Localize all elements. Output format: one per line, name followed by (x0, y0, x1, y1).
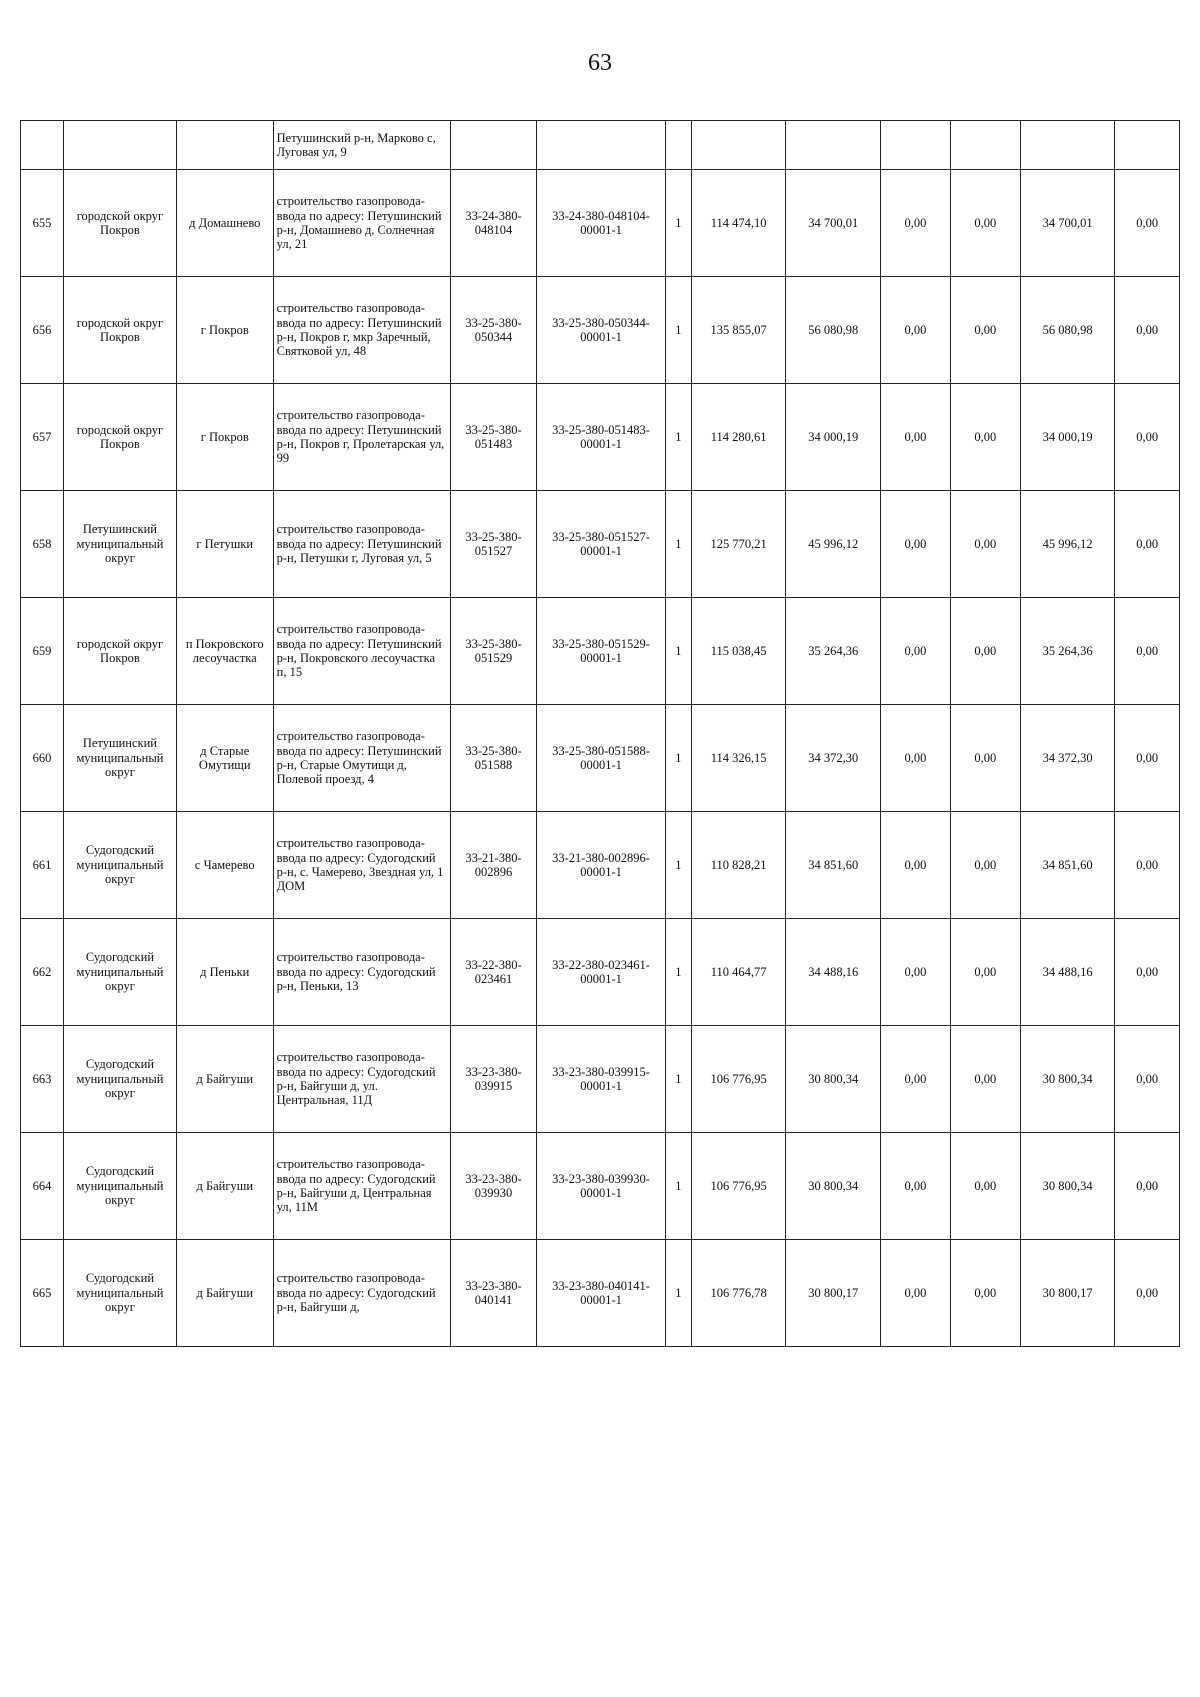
cell-object-id: 33-22-380-023461-00001-1 (537, 919, 666, 1026)
cell-index: 662 (21, 919, 64, 1026)
cell-code (451, 121, 537, 170)
cell-description: строительство газопровода-ввода по адресу: Судогодский р-н, Пеньки, 13 (273, 919, 450, 1026)
cell-amount-b: 0,00 (881, 705, 951, 812)
cell-code: 33-23-380-039930 (451, 1133, 537, 1240)
cell-object-id: 33-23-380-039915-00001-1 (537, 1026, 666, 1133)
table-row (21, 1133, 1180, 1240)
cell-amount-a: 56 080,98 (786, 277, 881, 384)
cell-index: 661 (21, 812, 64, 919)
cell-amount-e: 0,00 (1115, 384, 1180, 491)
cell-settlement: г Петушки (176, 491, 273, 598)
cell-count: 1 (666, 384, 692, 491)
cell-amount-b: 0,00 (881, 170, 951, 277)
cell-settlement: д Байгуши (176, 1133, 273, 1240)
cell-settlement: д Старые Омутищи (176, 705, 273, 812)
table-row-continuation (21, 121, 1180, 170)
cell-code: 33-25-380-051527 (451, 491, 537, 598)
cell-code: 33-25-380-051483 (451, 384, 537, 491)
cell-district: Петушинский муниципальный округ (64, 491, 177, 598)
cell-amount-total: 125 770,21 (691, 491, 786, 598)
cell-settlement: д Домашнево (176, 170, 273, 277)
cell-amount-d: 30 800,17 (1020, 1240, 1115, 1347)
cell-amount-d: 45 996,12 (1020, 491, 1115, 598)
cell-amount-d: 34 851,60 (1020, 812, 1115, 919)
cell-settlement: д Байгуши (176, 1240, 273, 1347)
cell-district: Судогодский муниципальный округ (64, 812, 177, 919)
cell-amount-c: 0,00 (950, 598, 1020, 705)
cell-amount-e: 0,00 (1115, 705, 1180, 812)
registry-table (20, 120, 1180, 1347)
cell-amount-b: 0,00 (881, 277, 951, 384)
cell-object-id: 33-25-380-051527-00001-1 (537, 491, 666, 598)
cell-amount-c: 0,00 (950, 1133, 1020, 1240)
cell-amount-a: 34 851,60 (786, 812, 881, 919)
cell-district: Петушинский муниципальный округ (64, 705, 177, 812)
cell-count: 1 (666, 277, 692, 384)
table-body (21, 121, 1180, 1347)
cell-object-id (537, 121, 666, 170)
cell-district: городской округ Покров (64, 598, 177, 705)
cell-code: 33-21-380-002896 (451, 812, 537, 919)
cell-amount-e: 0,00 (1115, 1240, 1180, 1347)
cell-code: 33-23-380-039915 (451, 1026, 537, 1133)
cell-amount-b: 0,00 (881, 384, 951, 491)
cell-count: 1 (666, 705, 692, 812)
cell-object-id: 33-23-380-039930-00001-1 (537, 1133, 666, 1240)
cell-amount-total: 110 828,21 (691, 812, 786, 919)
cell-amount-b (881, 121, 951, 170)
cell-settlement: г Покров (176, 384, 273, 491)
cell-amount-a: 45 996,12 (786, 491, 881, 598)
cell-amount-d: 30 800,34 (1020, 1026, 1115, 1133)
cell-description: строительство газопровода-ввода по адресу: Судогодский р-н, Байгуши д, Центральная ул, 11М (273, 1133, 450, 1240)
table-row (21, 1240, 1180, 1347)
cell-description: строительство газопровода-ввода по адресу: Петушинский р-н, Покров г, мкр Заречный, Святковой ул, 48 (273, 277, 450, 384)
cell-object-id: 33-25-380-051588-00001-1 (537, 705, 666, 812)
cell-amount-e: 0,00 (1115, 277, 1180, 384)
cell-amount-b: 0,00 (881, 1240, 951, 1347)
page-number: 63 (588, 50, 612, 76)
cell-settlement: д Байгуши (176, 1026, 273, 1133)
cell-amount-c: 0,00 (950, 1240, 1020, 1347)
cell-index: 664 (21, 1133, 64, 1240)
cell-district (64, 121, 177, 170)
cell-amount-b: 0,00 (881, 598, 951, 705)
cell-settlement: с Чамерево (176, 812, 273, 919)
cell-index: 660 (21, 705, 64, 812)
cell-object-id: 33-23-380-040141-00001-1 (537, 1240, 666, 1347)
cell-amount-d (1020, 121, 1115, 170)
cell-district: Судогодский муниципальный округ (64, 919, 177, 1026)
cell-amount-e (1115, 121, 1180, 170)
cell-count: 1 (666, 1133, 692, 1240)
cell-district: городской округ Покров (64, 384, 177, 491)
table-row (21, 919, 1180, 1026)
cell-index: 663 (21, 1026, 64, 1133)
cell-settlement: д Пеньки (176, 919, 273, 1026)
cell-index: 659 (21, 598, 64, 705)
cell-amount-d: 34 372,30 (1020, 705, 1115, 812)
table-row (21, 384, 1180, 491)
cell-description: строительство газопровода-ввода по адресу: Петушинский р-н, Старые Омутищи д, Полевой проезд, 4 (273, 705, 450, 812)
cell-count: 1 (666, 919, 692, 1026)
cell-object-id: 33-24-380-048104-00001-1 (537, 170, 666, 277)
cell-index (21, 121, 64, 170)
cell-amount-e: 0,00 (1115, 1133, 1180, 1240)
cell-amount-d: 34 488,16 (1020, 919, 1115, 1026)
cell-amount-total: 106 776,78 (691, 1240, 786, 1347)
cell-count: 1 (666, 812, 692, 919)
cell-index: 655 (21, 170, 64, 277)
cell-amount-e: 0,00 (1115, 170, 1180, 277)
cell-district: Судогодский муниципальный округ (64, 1133, 177, 1240)
cell-amount-a: 34 488,16 (786, 919, 881, 1026)
cell-district: городской округ Покров (64, 277, 177, 384)
cell-amount-a: 34 000,19 (786, 384, 881, 491)
cell-amount-total: 106 776,95 (691, 1026, 786, 1133)
cell-code: 33-25-380-051529 (451, 598, 537, 705)
cell-description: строительство газопровода-ввода по адресу: Судогодский р-н, Байгуши д, ул. Центральная, 11Д (273, 1026, 450, 1133)
table-row (21, 705, 1180, 812)
cell-code: 33-23-380-040141 (451, 1240, 537, 1347)
cell-object-id: 33-25-380-051529-00001-1 (537, 598, 666, 705)
cell-amount-d: 35 264,36 (1020, 598, 1115, 705)
cell-description: строительство газопровода-ввода по адресу: Судогодский р-н, Байгуши д, (273, 1240, 450, 1347)
cell-amount-c: 0,00 (950, 170, 1020, 277)
cell-count (666, 121, 692, 170)
cell-object-id: 33-21-380-002896-00001-1 (537, 812, 666, 919)
cell-count: 1 (666, 1026, 692, 1133)
cell-amount-c (950, 121, 1020, 170)
cell-index: 658 (21, 491, 64, 598)
cell-amount-c: 0,00 (950, 812, 1020, 919)
cell-amount-d: 34 000,19 (1020, 384, 1115, 491)
cell-count: 1 (666, 491, 692, 598)
table-row (21, 812, 1180, 919)
cell-amount-c: 0,00 (950, 1026, 1020, 1133)
cell-code: 33-25-380-050344 (451, 277, 537, 384)
cell-amount-c: 0,00 (950, 919, 1020, 1026)
cell-settlement: г Покров (176, 277, 273, 384)
cell-amount-total: 114 474,10 (691, 170, 786, 277)
cell-amount-d: 34 700,01 (1020, 170, 1115, 277)
cell-count: 1 (666, 170, 692, 277)
cell-amount-c: 0,00 (950, 491, 1020, 598)
cell-district: городской округ Покров (64, 170, 177, 277)
cell-description: строительство газопровода-ввода по адресу: Петушинский р-н, Петушки г, Луговая ул, 5 (273, 491, 450, 598)
cell-amount-b: 0,00 (881, 919, 951, 1026)
cell-description: Петушинский р-н, Марково с, Луговая ул, 9 (273, 121, 450, 170)
table-row (21, 598, 1180, 705)
cell-amount-c: 0,00 (950, 705, 1020, 812)
cell-amount-a: 35 264,36 (786, 598, 881, 705)
cell-amount-total: 110 464,77 (691, 919, 786, 1026)
cell-amount-d: 30 800,34 (1020, 1133, 1115, 1240)
cell-amount-a: 30 800,34 (786, 1026, 881, 1133)
cell-amount-e: 0,00 (1115, 1026, 1180, 1133)
cell-amount-c: 0,00 (950, 277, 1020, 384)
cell-amount-total (691, 121, 786, 170)
cell-amount-b: 0,00 (881, 1026, 951, 1133)
cell-district: Судогодский муниципальный округ (64, 1240, 177, 1347)
cell-count: 1 (666, 1240, 692, 1347)
cell-object-id: 33-25-380-050344-00001-1 (537, 277, 666, 384)
cell-amount-e: 0,00 (1115, 812, 1180, 919)
table-row (21, 1026, 1180, 1133)
cell-index: 656 (21, 277, 64, 384)
cell-amount-a: 30 800,17 (786, 1240, 881, 1347)
cell-code: 33-25-380-051588 (451, 705, 537, 812)
cell-amount-b: 0,00 (881, 1133, 951, 1240)
cell-count: 1 (666, 598, 692, 705)
cell-amount-e: 0,00 (1115, 919, 1180, 1026)
cell-amount-total: 114 326,15 (691, 705, 786, 812)
cell-amount-total: 135 855,07 (691, 277, 786, 384)
cell-description: строительство газопровода-ввода по адресу: Петушинский р-н, Покров г, Пролетарская ул, 99 (273, 384, 450, 491)
cell-amount-e: 0,00 (1115, 491, 1180, 598)
cell-amount-a: 34 372,30 (786, 705, 881, 812)
cell-description: строительство газопровода-ввода по адресу: Петушинский р-н, Покровского лесоучастка п, 15 (273, 598, 450, 705)
cell-code: 33-22-380-023461 (451, 919, 537, 1026)
table-row (21, 170, 1180, 277)
cell-amount-b: 0,00 (881, 812, 951, 919)
cell-amount-a: 30 800,34 (786, 1133, 881, 1240)
cell-description: строительство газопровода-ввода по адресу: Судогодский р-н, с. Чамерево, Звездная ул, 1 ДОМ (273, 812, 450, 919)
cell-amount-total: 115 038,45 (691, 598, 786, 705)
cell-object-id: 33-25-380-051483-00001-1 (537, 384, 666, 491)
cell-settlement: п Покровского лесоучастка (176, 598, 273, 705)
cell-district: Судогодский муниципальный округ (64, 1026, 177, 1133)
cell-code: 33-24-380-048104 (451, 170, 537, 277)
cell-description: строительство газопровода-ввода по адресу: Петушинский р-н, Домашнево д, Солнечная ул, 21 (273, 170, 450, 277)
cell-amount-a: 34 700,01 (786, 170, 881, 277)
table-row (21, 277, 1180, 384)
cell-amount-e: 0,00 (1115, 598, 1180, 705)
cell-amount-d: 56 080,98 (1020, 277, 1115, 384)
cell-index: 657 (21, 384, 64, 491)
cell-amount-total: 114 280,61 (691, 384, 786, 491)
cell-amount-c: 0,00 (950, 384, 1020, 491)
cell-index: 665 (21, 1240, 64, 1347)
cell-settlement (176, 121, 273, 170)
cell-amount-b: 0,00 (881, 491, 951, 598)
table-row (21, 491, 1180, 598)
cell-amount-total: 106 776,95 (691, 1133, 786, 1240)
cell-amount-a (786, 121, 881, 170)
